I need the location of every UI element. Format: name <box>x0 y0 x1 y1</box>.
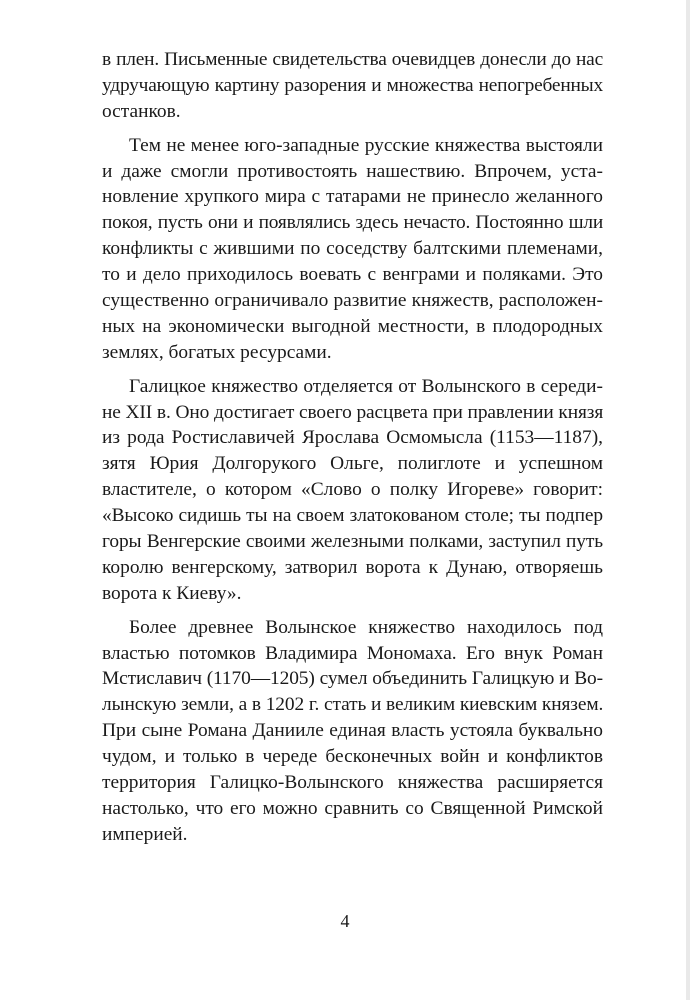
text-line: Более древнее Волынское княжество находилось под <box>129 616 603 638</box>
page-number: 4 <box>340 911 350 931</box>
text-line: чудом, и только в череде бесконечных войн и конфликтов <box>102 746 603 768</box>
text-line: существенно ограничивало развитие княжеств, расположен- <box>102 290 603 312</box>
paragraph-1 <box>102 47 603 125</box>
page-edge <box>686 0 690 1000</box>
text-line: зятя Юрия Долгорукого Ольге, полиглоте и успешном <box>102 453 603 475</box>
text-line: властителе, о котором «Слово о полку Игореве» говорит: <box>102 479 603 501</box>
text-line: покоя, пусть они и появлялись здесь нечасто. Постоянно шли <box>102 212 603 234</box>
text-line: Тем не менее юго-западные русские княжества выстояли <box>129 134 603 156</box>
text-line: горы Венгерские своими железными полками, заступил путь <box>102 531 603 553</box>
text-line: конфликты с жившими по соседству балтскими племенами, <box>102 238 603 260</box>
paragraph-3 <box>102 374 603 607</box>
text-line: удручающую картину разорения и множества непогребенных <box>102 74 603 96</box>
text-line: королю венгерскому, затворил ворота к Дунаю, отворяешь <box>102 556 603 578</box>
text-line: лынскую земли, а в 1202 г. стать и великим киевским князем. <box>102 694 604 716</box>
text-line: настолько, что его можно сравнить со Священной Римской <box>102 797 603 819</box>
text-line: в плен. Письменные свидетельства очевидцев донесли до нас <box>102 49 603 70</box>
text-line: и даже смогли противостоять нашествию. Впрочем, уста- <box>102 160 603 182</box>
text-line: то и дело приходилось воевать с венграми и поляками. Это <box>102 264 603 286</box>
text-line: останков. <box>102 100 181 122</box>
text-line: империей. <box>102 823 188 845</box>
paragraph-2 <box>102 133 603 366</box>
text-line: «Высоко сидишь ты на своем златокованом столе; ты подпер <box>102 505 603 527</box>
text-line: Мстиславич (1170—1205) сумел объединить Галицкую и Во- <box>102 668 603 690</box>
text-line: землях, богатых ресурсами. <box>102 341 332 363</box>
text-line: властью потомков Владимира Мономаха. Его внук Роман <box>102 642 603 664</box>
text-line: территория Галицко-Волынского княжества расширяется <box>102 772 603 794</box>
text-line: ворота к Киеву». <box>102 582 242 604</box>
paragraph-4 <box>102 615 603 848</box>
text-line: не XII в. Оно достигает своего расцвета при правлении князя <box>102 401 604 423</box>
text-line: новление хрупкого мира с татарами не принесло желанного <box>102 186 603 208</box>
text-line: ных на экономически выгодной местности, в плодородных <box>102 315 603 337</box>
text-line: Галицкое княжество отделяется от Волынского в середи- <box>129 375 603 397</box>
text-line: При сыне Романа Данииле единая власть устояла буквально <box>102 720 603 742</box>
text-line: из рода Ростиславичей Ярослава Осмомысла (1153—1187), <box>102 427 603 449</box>
body-text <box>102 47 603 848</box>
